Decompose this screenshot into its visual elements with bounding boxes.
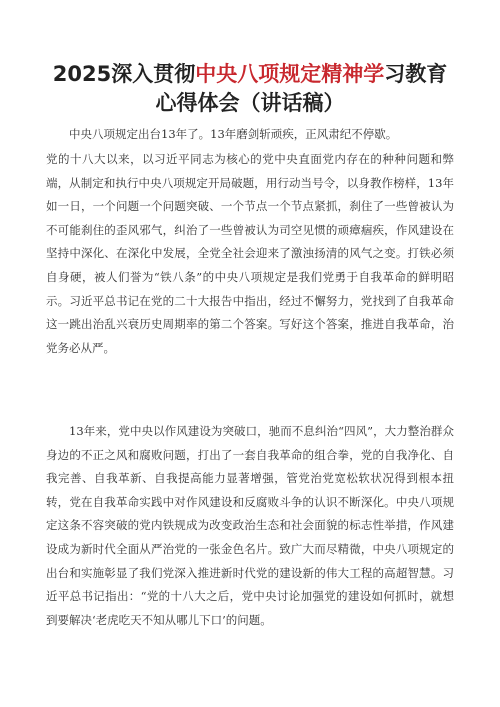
title-line-1 [0, 60, 500, 88]
title-line-2: 心得体会（讲话稿） [155, 91, 345, 115]
title-prefix: 2025深入贯彻 [52, 62, 196, 86]
paragraph-1: 党的十八大以来，以习近平同志为核心的党中央直面党内存在的种种问题和弊端，从制定和执行中央八项规定开局破题，用行动当号令，以身教作榜样，13年如一日，一个问题一个问题突破、一个节点一个节点紧抓，刹住了一些曾被认为不可能刹住的歪风邪气，纠治了一些曾被认为司空见惯的顽瘴痼疾，作风建设在坚持中深化、在深化中发展，全党全社会迎来了激浊扬清的风气之变。打铁必须自身硬，被人们誉为“铁八条”的中央八项规定是我们党勇于自我革命的鲜明昭示。习近平总书记在党的二十大报告中指出，经过不懈努力，党找到了自我革命这一跳出治乱兴衰历史周期率的第二个答案。写好这个答案，推进自我革命，治党务必从严。 [46, 152, 454, 355]
paragraph-intro: 中央八项规定出台13年了。13年磨剑斩顽疾，正风肃纪不停歇。 [69, 127, 398, 141]
title-suffix: 习教育 [384, 62, 448, 86]
paragraph-2: 13年来，党中央以作风建设为突破口，驰而不息纠治“四风”，大力整治群众身边的不正之风和腐败问题，打出了一套自我革命的组合拳，党的自我净化、自我完善、自我革新、自我提高能力显著增强，管党治党宽松软状况得到根本扭转，党在自我革命实践中对作风建设和反腐败斗争的认识不断深化。中央八项规定这条不容突破的党内铁规成为改变政治生态和社会面貌的标志性举措，作风建设成为新时代全面从严治党的一张金色名片。致广大而尽精微，中央八项规定的出台和实施彰显了我们党深入推进新时代党的建设新的伟大工程的高超智慧。习近平总书记指出：“党的十八大之后，党中央讨论加强党的建设如何抓时，就想到要解决‘老虎吃天不知从哪儿下口’的问题。 [46, 424, 454, 627]
title-highlight: 中央八项规定精神学 [195, 62, 385, 86]
